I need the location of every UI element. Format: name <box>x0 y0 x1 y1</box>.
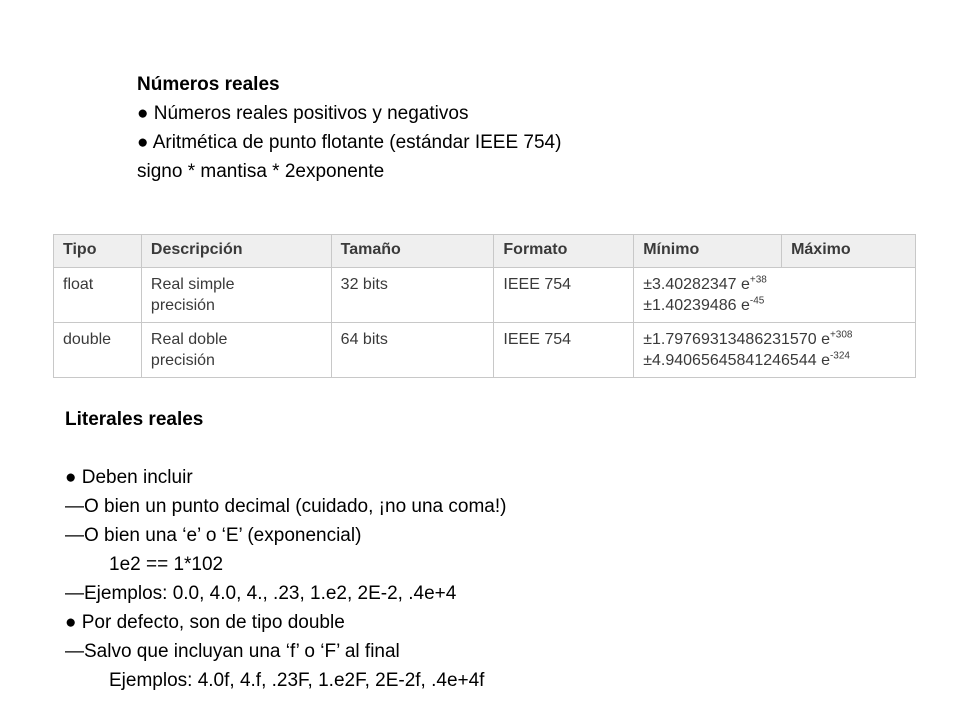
cell-minimo <box>634 323 916 378</box>
desc-line-2: precisión <box>150 352 215 369</box>
min-exponent-1: +308 <box>829 329 853 341</box>
min-exponent-2: -324 <box>829 350 850 362</box>
types-table-wrapper <box>53 234 916 381</box>
example-1e2-text: 1e2 == 1*102 <box>109 554 224 575</box>
bullet-por-defecto: ● Por defecto, son de tipo double <box>65 612 345 633</box>
sub-ejemplos: —Ejemplos: 0.0, 4.0, 4., .23, 1.e2, 2E-2, .4e+4 <box>65 583 457 604</box>
types-table <box>53 234 916 378</box>
min-mantissa-2: ±1.40239486 e <box>643 297 750 314</box>
example-1e2 <box>65 550 506 579</box>
example-float-text: Ejemplos: 4.0f, 4.f, .23F, 1.e2F, 2E-2f, .4e+4f <box>109 670 485 691</box>
heading-literales-reales: Literales reales <box>65 409 204 430</box>
header-tipo: Tipo <box>54 235 142 268</box>
literals-block <box>65 405 506 695</box>
desc-line-1: Real simple <box>150 276 235 293</box>
sub-punto-decimal: —O bien un punto decimal (cuidado, ¡no una coma!) <box>65 496 507 517</box>
cell-tipo: float <box>54 268 142 323</box>
min-value-2 <box>643 295 906 316</box>
min-value-1 <box>643 274 906 295</box>
desc-line-1: Real doble <box>150 331 228 348</box>
sub-exponencial: —O bien una ‘e’ o ‘E’ (exponencial) <box>65 525 362 546</box>
min-value-1 <box>643 329 906 350</box>
cell-formato: IEEE 754 <box>494 268 634 323</box>
table-row <box>54 323 916 378</box>
desc-line-2: precisión <box>150 297 215 314</box>
bullet-deben-incluir: ● Deben incluir <box>65 467 193 488</box>
example-float <box>65 666 506 695</box>
header-descripcion: Descripción <box>141 235 331 268</box>
min-exponent-1: +38 <box>749 274 767 286</box>
sub-salvo: —Salvo que incluyan una ‘f’ o ‘F’ al final <box>65 641 400 662</box>
intro-block <box>137 70 561 186</box>
cell-tamano: 64 bits <box>331 323 494 378</box>
table-row <box>54 268 916 323</box>
min-mantissa-1: ±3.40282347 e <box>643 276 750 293</box>
min-mantissa-1: ±1.79769313486231570 e <box>643 331 830 348</box>
header-maximo: Máximo <box>782 235 916 268</box>
heading-numeros-reales: Números reales <box>137 74 280 95</box>
cell-tipo: double <box>54 323 142 378</box>
min-value-2 <box>643 350 906 371</box>
cell-tamano: 32 bits <box>331 268 494 323</box>
min-exponent-2: -45 <box>749 295 765 307</box>
table-header-row <box>54 235 916 268</box>
bullet-positivos-negativos: ● Números reales positivos y negativos <box>137 103 469 124</box>
formula-line: signo * mantisa * 2exponente <box>137 161 385 182</box>
header-formato: Formato <box>494 235 634 268</box>
cell-minimo <box>634 268 916 323</box>
header-minimo: Mínimo <box>634 235 782 268</box>
cell-descripcion <box>141 323 331 378</box>
header-tamano: Tamaño <box>331 235 494 268</box>
spacer <box>65 434 506 463</box>
cell-descripcion <box>141 268 331 323</box>
cell-formato: IEEE 754 <box>494 323 634 378</box>
min-mantissa-2: ±4.94065645841246544 e <box>643 352 830 369</box>
bullet-punto-flotante: ● Aritmética de punto flotante (estándar IEEE 754) <box>137 132 562 153</box>
